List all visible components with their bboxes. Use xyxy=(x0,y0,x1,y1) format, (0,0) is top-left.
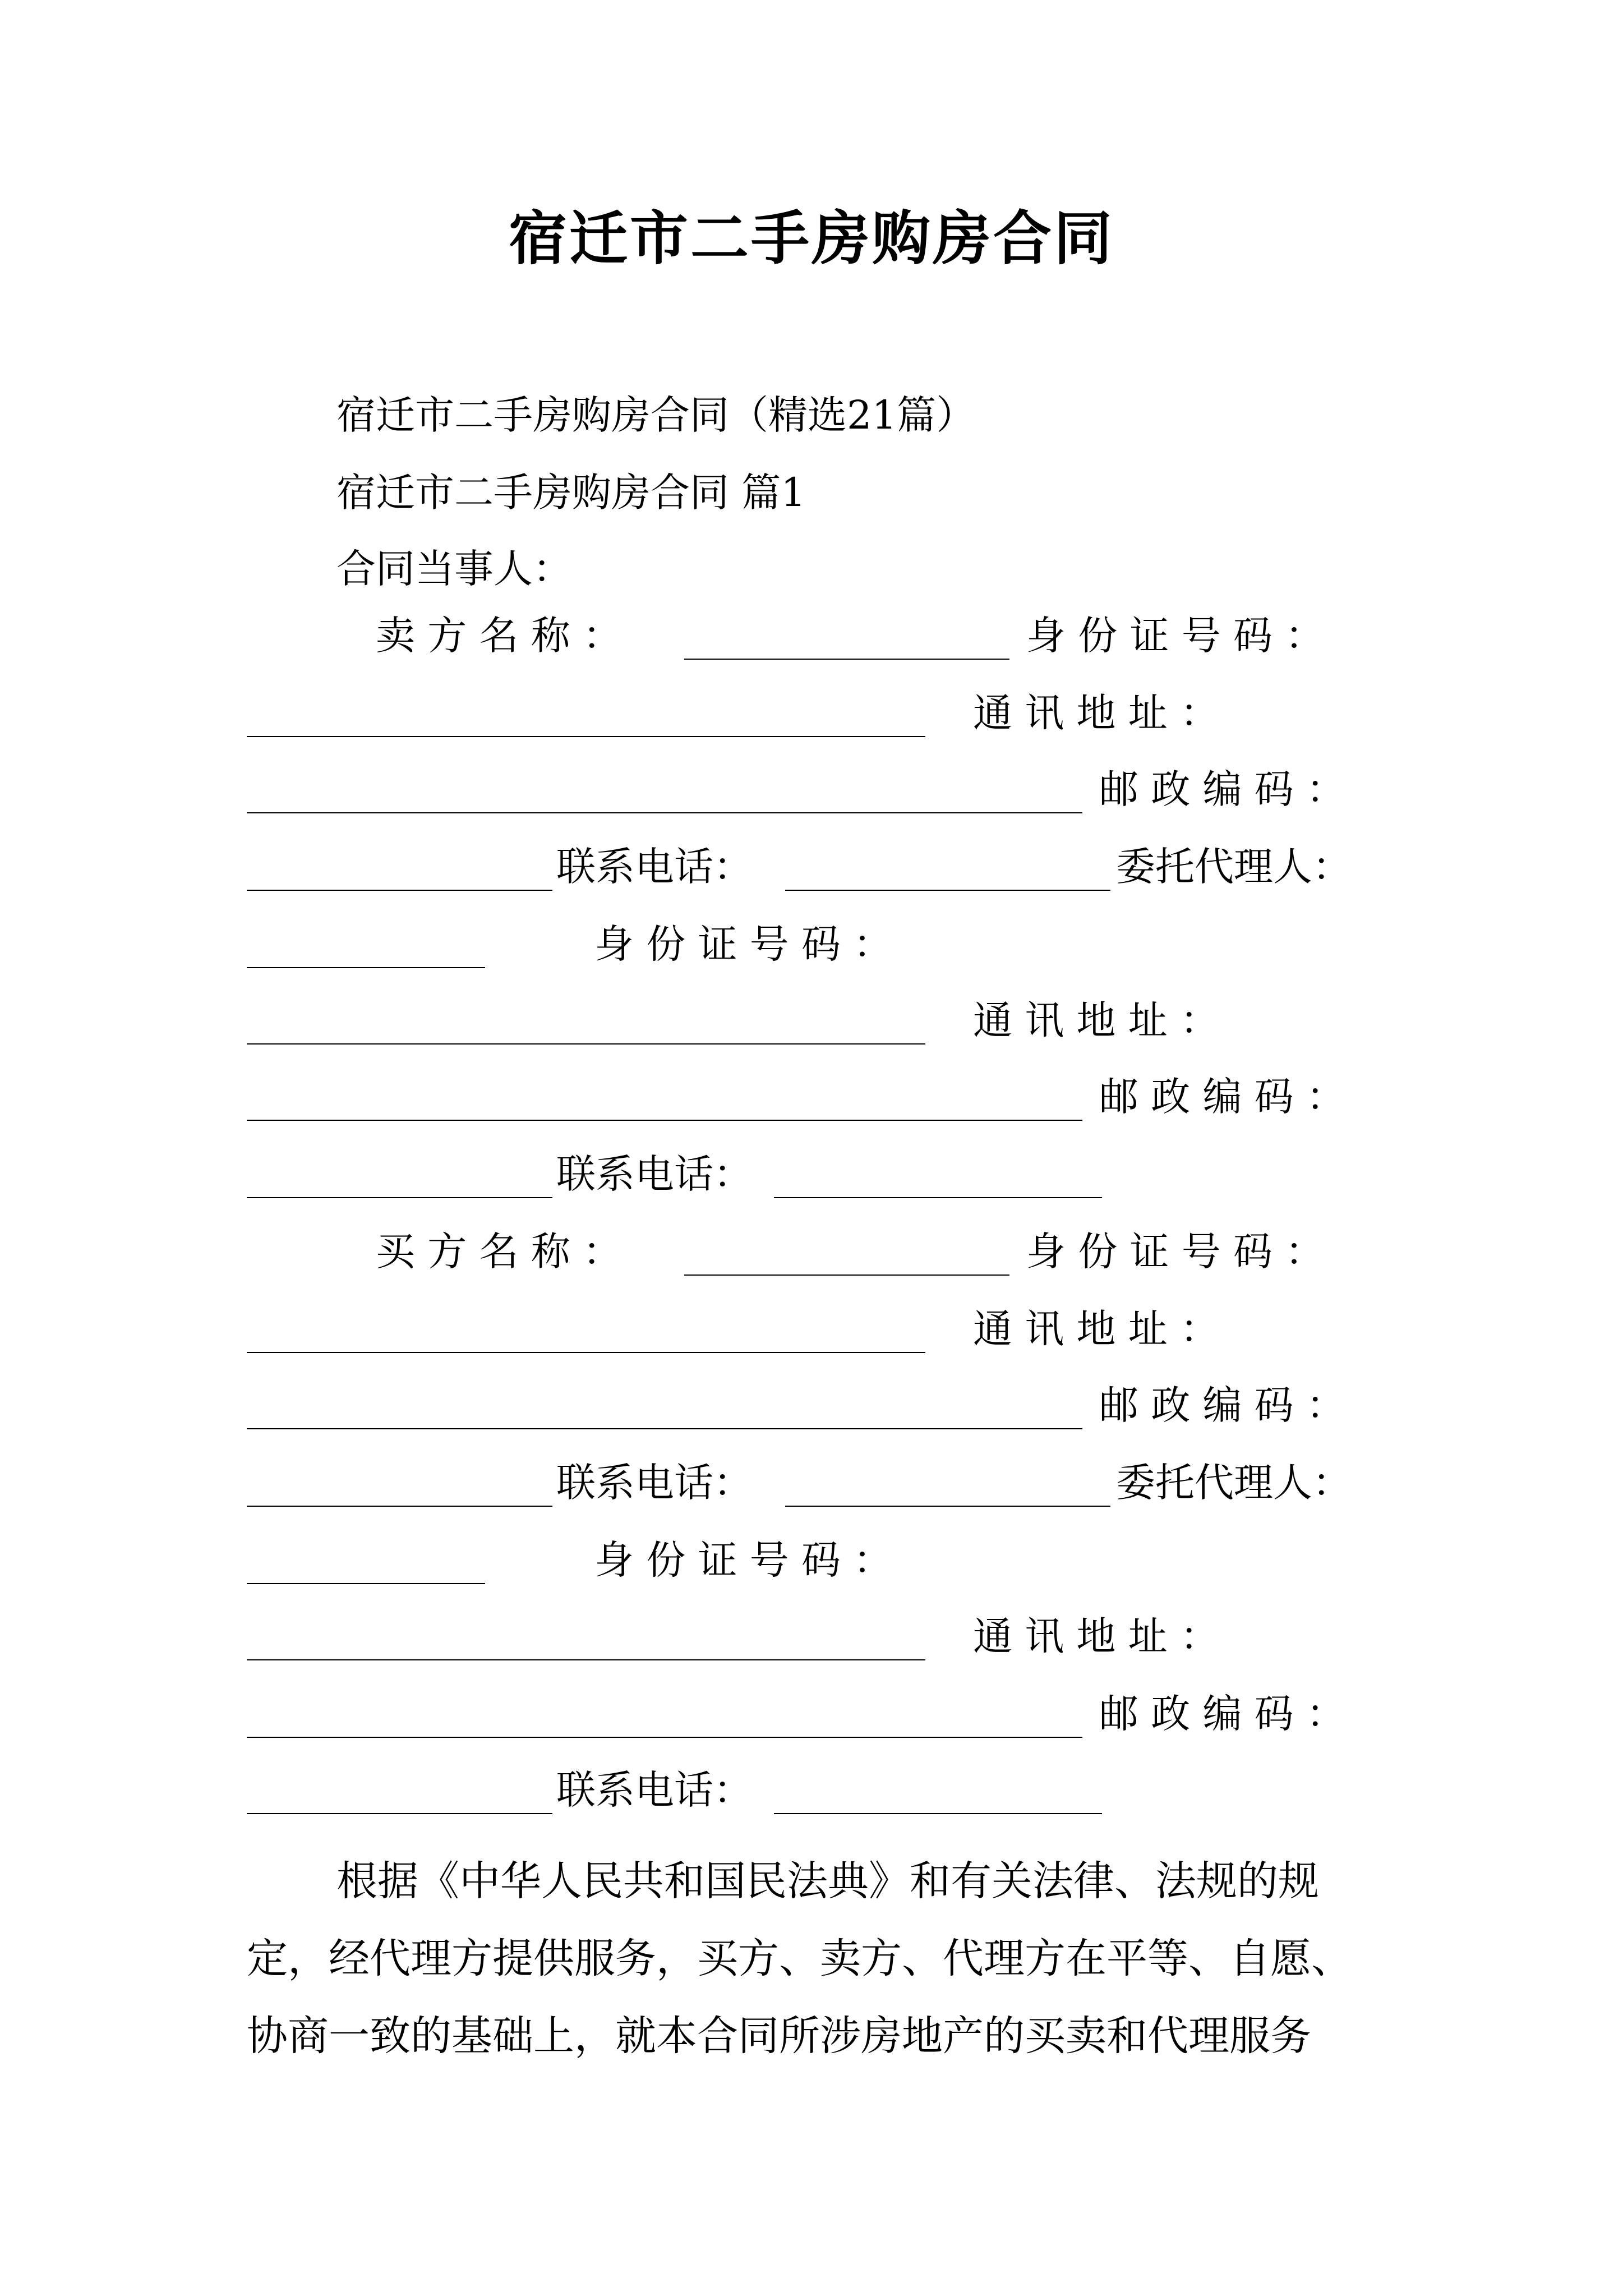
buyer-name-row xyxy=(247,1226,1374,1288)
seller-agent-id-row xyxy=(247,919,1374,981)
buyer-agent-postcode-row xyxy=(247,1688,1374,1750)
seller-agent-id-label: 身 份 证 号 码 ： xyxy=(594,921,893,967)
buyer-agent-address-blank xyxy=(247,1737,1082,1738)
buyer-address-label: 通 讯 地 址 ： xyxy=(973,1306,1220,1352)
seller-postcode-row xyxy=(247,764,1374,826)
seller-agent-phone-row xyxy=(247,1149,1374,1211)
seller-phone-row xyxy=(247,841,1374,903)
seller-name-row xyxy=(247,610,1374,672)
seller-agent-postcode-row xyxy=(247,1071,1374,1133)
buyer-address-blank xyxy=(247,1428,1082,1429)
buyer-phone-blank xyxy=(785,1506,1110,1507)
buyer-name-blank xyxy=(684,1274,1009,1276)
buyer-agent-id-row xyxy=(247,1535,1374,1596)
buyer-name-label: 买 方 名 称 ： xyxy=(376,1228,623,1274)
buyer-postcode-blank xyxy=(247,1506,552,1507)
seller-postcode-blank xyxy=(247,890,552,891)
body-line-1: 根据《中华人民共和国民法典》和有关法律、法规的规 xyxy=(336,1857,1319,1905)
seller-name-label: 卖 方 名 称 ： xyxy=(376,613,623,659)
buyer-agent-phone-blank xyxy=(774,1813,1102,1814)
buyer-id-label: 身 份 证 号 码 ： xyxy=(1026,1228,1325,1274)
buyer-agent-id-label: 身 份 证 号 码 ： xyxy=(594,1537,893,1583)
buyer-agent-address-row xyxy=(247,1611,1374,1673)
buyer-agent-phone-row xyxy=(247,1765,1374,1826)
buyer-id-blank xyxy=(247,1352,925,1353)
seller-address-row xyxy=(247,688,1374,749)
seller-name-blank xyxy=(684,659,1009,660)
buyer-agent-postcode-blank xyxy=(247,1813,552,1814)
seller-agent-blank xyxy=(247,967,485,968)
seller-postcode-label: 邮 政 编 码 ： xyxy=(1099,766,1346,812)
buyer-agent-id-blank xyxy=(247,1659,925,1660)
buyer-agent-phone-label: 联系电话： xyxy=(556,1767,753,1813)
buyer-postcode-row xyxy=(247,1380,1374,1442)
buyer-agent-label: 委托代理人： xyxy=(1116,1460,1352,1506)
document-title: 宿迁市二手房购房合同 xyxy=(508,204,1114,273)
seller-agent-address-row xyxy=(247,995,1374,1057)
seller-phone-label: 联系电话： xyxy=(556,844,753,890)
body-line-3: 协商一致的基础上，就本合同所涉房地产的买卖和代理服务 xyxy=(247,2012,1311,2060)
seller-id-label: 身 份 证 号 码 ： xyxy=(1026,613,1325,659)
body-line-2: 定，经代理方提供服务，买方、卖方、代理方在平等、自愿、 xyxy=(247,1935,1352,1982)
seller-agent-id-blank xyxy=(247,1043,925,1045)
parties-heading: 合同当事人： xyxy=(336,546,572,592)
buyer-agent-postcode-label: 邮 政 编 码 ： xyxy=(1099,1691,1346,1737)
seller-id-blank xyxy=(247,736,925,737)
buyer-agent-address-label: 通 讯 地 址 ： xyxy=(973,1613,1220,1659)
document-subtitle: 宿迁市二手房购房合同（精选21篇） xyxy=(336,392,976,438)
seller-agent-postcode-label: 邮 政 编 码 ： xyxy=(1099,1074,1346,1120)
seller-agent-phone-blank xyxy=(774,1197,1102,1198)
seller-address-label: 通 讯 地 址 ： xyxy=(973,690,1220,736)
buyer-address-row xyxy=(247,1304,1374,1365)
buyer-phone-row xyxy=(247,1457,1374,1519)
buyer-phone-label: 联系电话： xyxy=(556,1460,753,1506)
seller-agent-phone-label: 联系电话： xyxy=(556,1151,753,1197)
seller-agent-address-blank xyxy=(247,1120,1082,1121)
section-heading: 宿迁市二手房购房合同 篇1 xyxy=(336,470,806,516)
body-paragraph xyxy=(247,1843,1385,2075)
seller-agent-address-label: 通 讯 地 址 ： xyxy=(973,997,1220,1043)
buyer-agent-blank xyxy=(247,1583,485,1584)
buyer-postcode-label: 邮 政 编 码 ： xyxy=(1099,1382,1346,1428)
seller-phone-blank xyxy=(785,890,1110,891)
seller-address-blank xyxy=(247,812,1082,813)
seller-agent-label: 委托代理人： xyxy=(1116,844,1352,890)
seller-agent-postcode-blank xyxy=(247,1197,552,1198)
